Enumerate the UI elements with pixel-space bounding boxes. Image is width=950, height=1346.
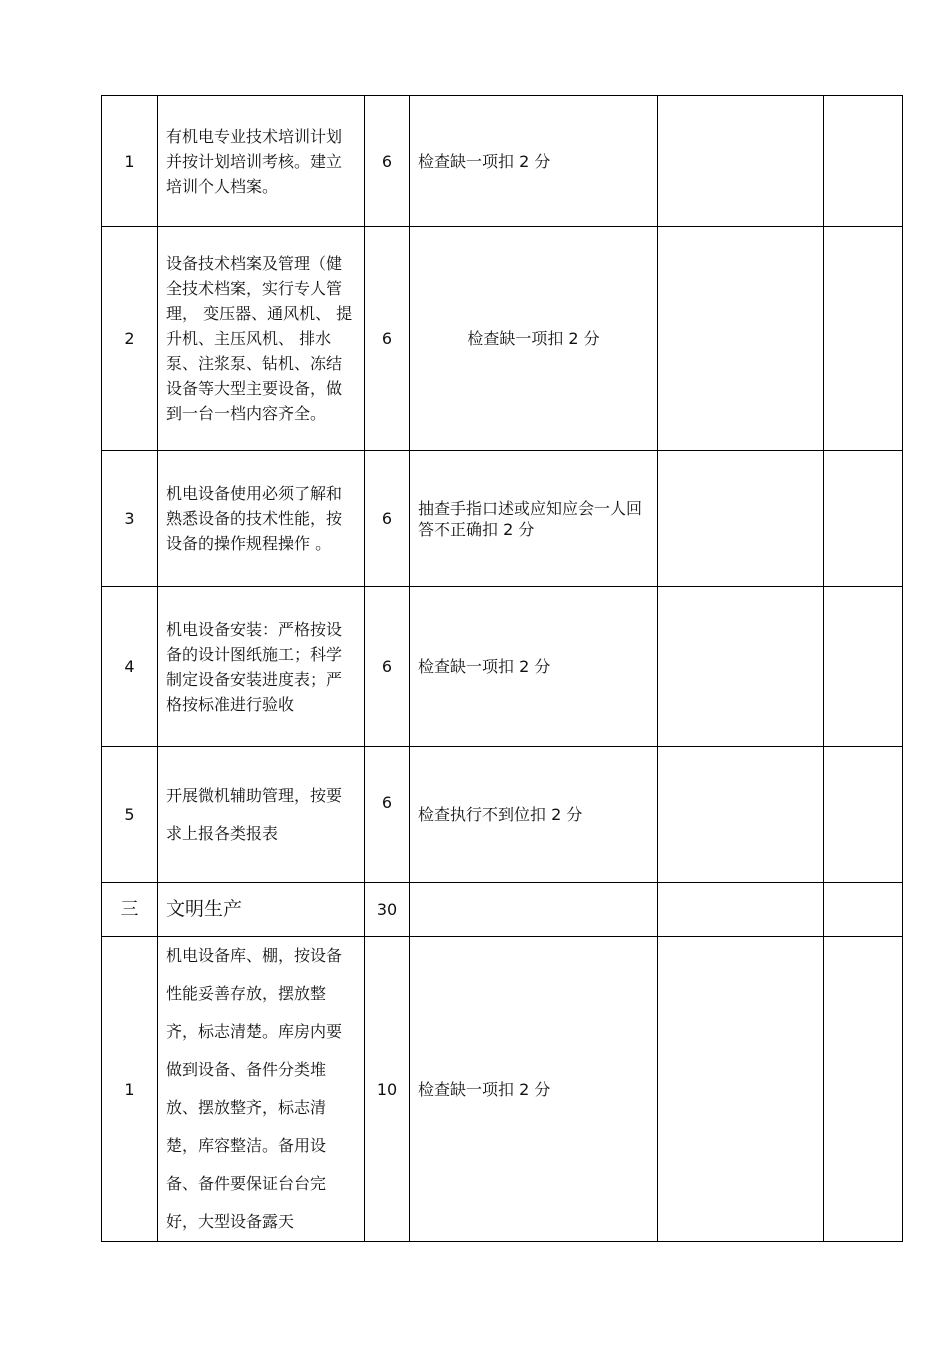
blank-cell — [824, 227, 903, 451]
item-content: 机电设备库、棚，按设备性能妥善存放，摆放整齐，标志清楚。库房内要做到设备、备件分类堆放、摆放整齐，标志清楚，库容整洁。备用设备、备件要保证台台完好，大型设备露天 — [158, 937, 365, 1242]
item-content: 机电设备安装：严格按设备的设计图纸施工；科学制定设备安装进度表；严格按标准进行验收 — [158, 587, 365, 747]
table-row — [102, 937, 903, 1242]
blank-cell — [658, 937, 824, 1242]
method-cell: 检查缺一项扣 2 分 — [410, 227, 658, 451]
method-cell: 检查执行不到位扣 2 分 — [410, 747, 658, 883]
blank-cell — [658, 883, 824, 937]
section-number: 三 — [102, 883, 158, 937]
blank-cell — [824, 747, 903, 883]
table-row — [102, 587, 903, 747]
row-number: 3 — [102, 451, 158, 587]
blank-cell — [824, 883, 903, 937]
score-value: 6 — [381, 793, 393, 812]
row-number: 1 — [102, 937, 158, 1242]
score-cell: 6 — [365, 227, 410, 451]
item-content: 机电设备使用必须了解和熟悉设备的技术性能，按设备的操作规程操作 。 — [158, 451, 365, 587]
blank-cell — [658, 451, 824, 587]
score-cell: 6 — [365, 587, 410, 747]
score-cell: 6 — [365, 451, 410, 587]
method-cell — [410, 883, 658, 937]
score-cell: 10 — [365, 937, 410, 1242]
inspection-table — [101, 95, 903, 1242]
section-title: 文明生产 — [158, 883, 365, 937]
row-number: 4 — [102, 587, 158, 747]
item-content: 开展微机辅助管理，按要求上报各类报表 — [158, 747, 365, 883]
item-content: 有机电专业技术培训计划并按计划培训考核。建立培训个人档案。 — [158, 96, 365, 227]
blank-cell — [658, 747, 824, 883]
blank-cell — [658, 96, 824, 227]
method-cell: 抽查手指口述或应知应会一人回答不正确扣 2 分 — [410, 451, 658, 587]
section-row — [102, 883, 903, 937]
score-cell: 30 — [365, 883, 410, 937]
blank-cell — [824, 451, 903, 587]
item-content: 设备技术档案及管理（健全技术档案，实行专人管理， 变压器、通风机、 提升机、主压风机、 排水泵、注浆泵、钻机、冻结设备等大型主要设备，做到一台一档内容齐全。 — [158, 227, 365, 451]
row-number: 1 — [102, 96, 158, 227]
table-row — [102, 747, 903, 883]
method-cell: 检查缺一项扣 2 分 — [410, 96, 658, 227]
row-number: 2 — [102, 227, 158, 451]
blank-cell — [658, 227, 824, 451]
score-cell: 6 — [365, 96, 410, 227]
blank-cell — [824, 96, 903, 227]
table-row — [102, 227, 903, 451]
row-number: 5 — [102, 747, 158, 883]
method-cell: 检查缺一项扣 2 分 — [410, 587, 658, 747]
blank-cell — [658, 587, 824, 747]
table-row — [102, 96, 903, 227]
score-cell — [365, 747, 410, 883]
method-cell: 检查缺一项扣 2 分 — [410, 937, 658, 1242]
blank-cell — [824, 587, 903, 747]
blank-cell — [824, 937, 903, 1242]
table-row — [102, 451, 903, 587]
